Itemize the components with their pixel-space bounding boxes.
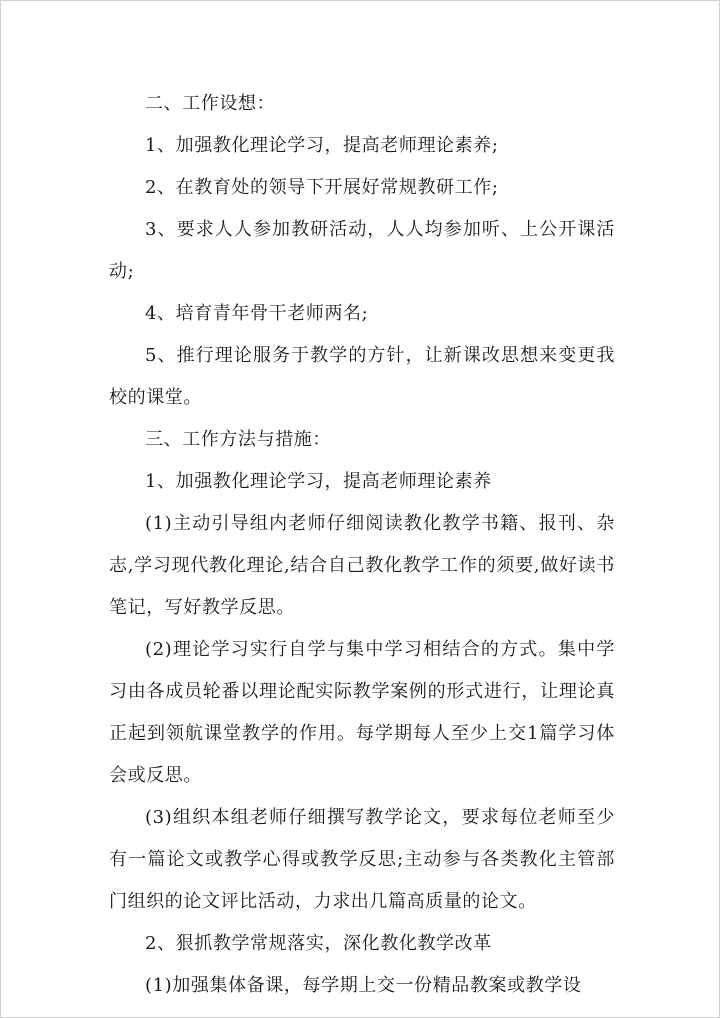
paragraph: 1、加强教化理论学习，提高老师理论素养; xyxy=(145,135,499,156)
paragraph: (1)主动引导组内老师仔细阅读教化教学书籍、报刊、杂志,学习现代教化理论,结合自己教化教学工作的须要,做好读书笔记，写好教学反思。 xyxy=(109,513,615,618)
section-heading-work-plan: 二、工作设想： xyxy=(145,93,276,114)
paragraph: (3)组织本组老师仔细撰写教学论文，要求每位老师至少有一篇论文或教学心得或教学反思;主动参与各类教化主管部门组织的论文评比活动，力求出几篇高质量的论文。 xyxy=(109,807,615,912)
paragraph: (1)加强集体备课，每学期上交一份精品教案或教学设 xyxy=(145,975,582,996)
document-body xyxy=(109,83,615,1007)
paragraph: 2、在教育处的领导下开展好常规教研工作; xyxy=(145,177,499,198)
paragraph: 4、培育青年骨干老师两名; xyxy=(145,303,369,324)
subheading: 1、加强教化理论学习，提高老师理论素养 xyxy=(145,471,492,492)
section-heading-methods: 三、工作方法与措施： xyxy=(145,429,331,450)
subheading: 2、狠抓教学常规落实，深化教化教学改革 xyxy=(145,933,492,954)
paragraph: 5、推行理论服务于教学的方针，让新课改思想来变更我校的课堂。 xyxy=(109,345,615,408)
paragraph: (2)理论学习实行自学与集中学习相结合的方式。集中学习由各成员轮番以理论配实际教学案例的形式进行，让理论真正起到领航课堂教学的作用。每学期每人至少上交1篇学习体会或反思。 xyxy=(109,639,615,786)
paragraph: 3、要求人人参加教研活动，人人均参加听、上公开课活动; xyxy=(109,219,615,282)
